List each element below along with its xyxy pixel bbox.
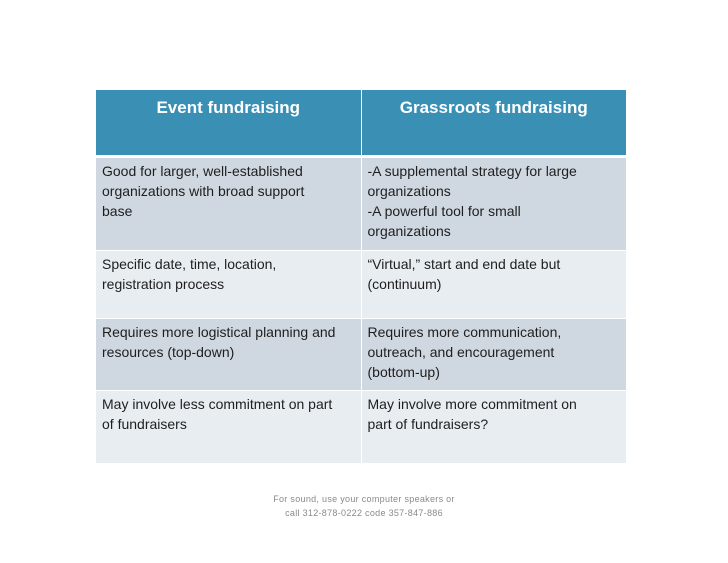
footer-line: call 312-878-0222 code 357-847-886 [285,508,443,518]
footer-line: For sound, use your computer speakers or [273,494,455,504]
cell-line: (bottom-up) [367,363,440,380]
table-header-row [96,90,626,156]
table-cell-event [96,156,361,250]
cell-line: Requires more communication, [367,323,562,340]
cell-line: outreach, and encouragement [367,343,555,360]
cell-line: -A supplemental strategy for large [367,162,577,179]
table-row [96,156,626,250]
cell-line: Good for larger, well-established [102,162,303,179]
sound-instructions-footer [214,492,514,520]
cell-line: base [102,202,133,219]
table-cell-event [96,390,361,463]
cell-line: resources (top-down) [102,343,235,360]
table-cell-event [96,318,361,390]
cell-line: organizations [367,182,451,199]
cell-line: May involve more commitment on [367,395,577,412]
cell-line: Requires more logistical planning and [102,323,336,340]
cell-line: organizations [367,222,451,239]
table-cell-grassroots [361,250,626,318]
table-cell-grassroots [361,390,626,463]
cell-line: May involve less commitment on part [102,395,333,412]
table-row [96,390,626,463]
cell-line: of fundraisers [102,415,187,432]
table-cell-event [96,250,361,318]
table-row [96,250,626,318]
cell-line: (continuum) [367,275,442,292]
cell-line: -A powerful tool for small [367,202,521,219]
cell-line: part of fundraisers? [367,415,489,432]
comparison-table [96,90,626,464]
table-row [96,318,626,390]
cell-line: organizations with broad support [102,182,305,199]
cell-line: registration process [102,275,225,292]
table-cell-grassroots [361,318,626,390]
table-cell-grassroots [361,156,626,250]
column-header-event-fundraising: Event fundraising [96,90,361,156]
cell-line: “Virtual,” start and end date but [367,255,561,272]
column-header-grassroots-fundraising: Grassroots fundraising [361,90,626,156]
cell-line: Specific date, time, location, [102,255,277,272]
